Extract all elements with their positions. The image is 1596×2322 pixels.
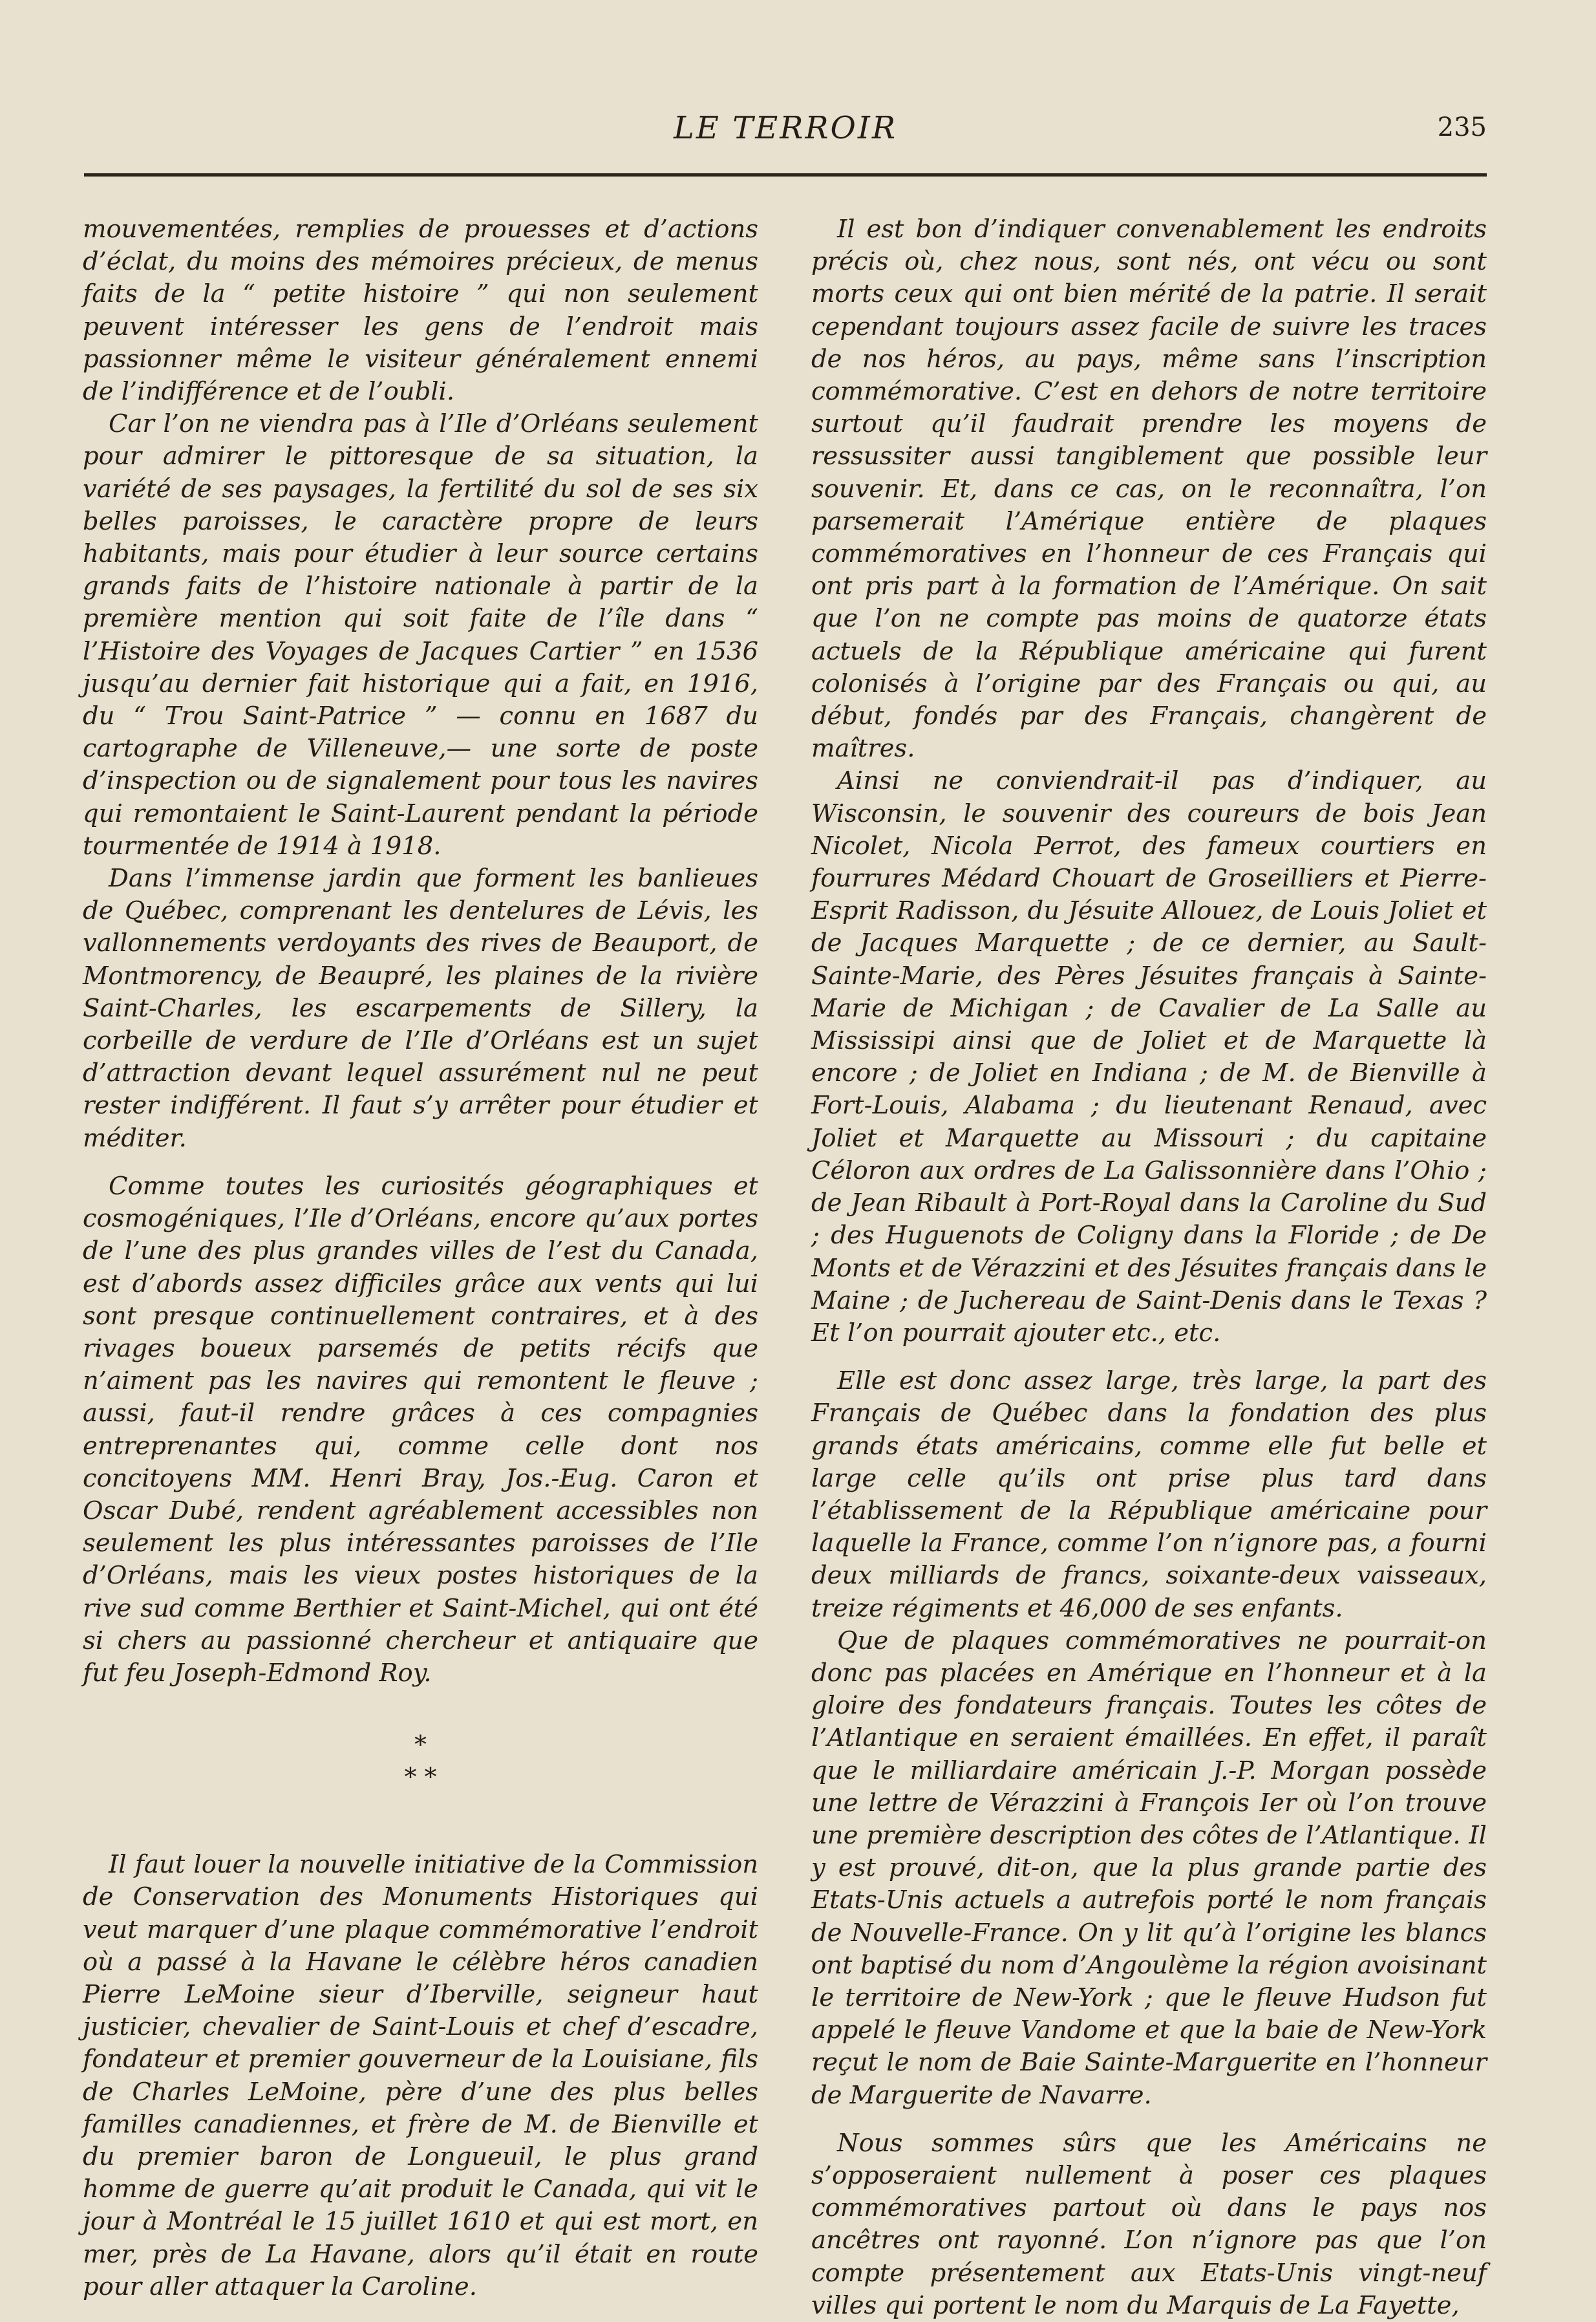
paragraph: Car l’on ne viendra pas à l’Ile d’Orléans seulement pour admirer le pittoresque de sa situation, la variété de ses paysages, la fertilité du sol de ses six belles paroisses, le caractère propre de leurs habitants, mais pour étudier à leur source certains grands faits de l’histoire nationale à partir de la première mention qui soit faite de l’île dans “ l’Histoire des Voyages de Jacques Cartier ” en 1536 jusqu’au dernier fait historique qui a fait, en 1916, du “ Trou Saint-Patrice ” — connu en 1687 du cartographe de Villeneuve,— une sorte de poste d’inspection ou de signalement pour tous les navires qui remontaient le Saint-Laurent pendant la période tourmentée de 1914 à 1918. (83, 409, 758, 861)
paragraph: Ainsi ne conviendrait-il pas d’indiquer, au Wisconsin, le souvenir des coureurs de bois Jean Nicolet, Nicola Perrot, des fameux courtiers en fourrures Médard Chouart de Groseilliers et Pierre-Esprit Radisson, du Jésuite Allouez, de Louis Joliet et de Jacques Marquette ; de ce dernier, au Sault-Sainte-Marie, des Pères Jésuites français à Sainte-Marie de Michigan ; de Cavalier de La Salle au Mississipi ainsi que de Joliet et de Marquette là encore ; de Joliet en Indiana ; de M. de Bienville à Fort-Louis, Alabama ; du lieutenant Renaud, avec Joliet et Marquette au Missouri ; du capitaine Céloron aux ordres de La Galissonnière dans l’Ohio ; de Jean Ribault à Port-Royal dans la Caroline du Sud ; des Huguenots de Coligny dans la Floride ; de De Monts et de Vérazzini et des Jésuites français dans le Maine ; de Juchereau de Saint-Denis dans le Texas ? Et l’on pourrait ajouter etc., etc. (811, 766, 1487, 1348)
running-header (84, 110, 1487, 162)
paragraph: Elle est donc assez large, très large, la part des Français de Québec dans la fondation des plus grands états américains, comme elle fut belle et large celle qu’ils ont prise plus tard dans l’établissement de la République américaine pour laquelle la France, comme l’on n’ignore pas, a fourni deux milliards de francs, soixante-deux vaisseaux, treize régiments et 46,000 de ses enfants. (811, 1366, 1487, 1623)
paragraph: Que de plaques commémoratives ne pourrait-on donc pas placées en Amérique en l’honneur et à la gloire des fondateurs français. Toutes les côtes de l’Atlantique en seraient émaillées. En effet, il paraît que le milliardaire américain J.-P. Morgan possède une lettre de Vérazzini à François Ier où l’on trouve une première description des côtes de l’Atlantique. Il y est prouvé, dit-on, que la plus grande partie des Etats-Unis actuels a autrefois porté le nom français de Nouvelle-France. On y lit qu’à l’origine les blancs ont baptisé du nom d’Angoulème la région avoisinant le territoire de New-York ; que le fleuve Hudson fut appelé le fleuve Vandome et que la baie de New-York reçut le nom de Baie Sainte-Marguerite en l’honneur de Marguerite de Navarre. (811, 1626, 1487, 2110)
section-separator (83, 1728, 758, 1793)
paragraph: Comme toutes les curiosités géographiques et cosmogéniques, l’Ile d’Orléans, encore qu’aux portes de l’une des plus grandes villes de l’est du Canada, est d’abords assez difficiles grâce aux vents qui lui sont presque continuellement contraires, et à des rivages boueux parsemés de petits récifs que n’aiment pas les navires qui remontent le fleuve ; aussi, faut-il rendre grâces à ces compagnies entreprenantes qui, comme celle dont nos concitoyens MM. Henri Bray, Jos.-Eug. Caron et Oscar Dubé, rendent agréablement accessibles non seulement les plus intéressantes paroisses de l’Ile d’Orléans, mais les vieux postes historiques de la rive sud comme Berthier et Saint-Michel, qui ont été si chers au passionné chercheur et antiquaire que fut feu Joseph-Edmond Roy. (83, 1171, 758, 1688)
paragraph: Nous sommes sûrs que les Américains ne s’opposeraient nullement à poser ces plaques commémoratives partout où dans le pays nos ancêtres ont rayonné. L’on n’ignore pas que l’on compte présentement aux Etats-Unis vingt-neuf villes qui portent le nom du Marquis de La Fayette, (811, 2128, 1487, 2320)
paragraph: mouvementées, remplies de prouesses et d’actions d’éclat, du moins des mémoires précieux, de menus faits de la “ petite histoire ” qui non seulement peuvent intéresser les gens de l’endroit mais passionner même le visiteur généralement ennemi de l’indifférence et de l’oubli. (83, 215, 758, 407)
header-rule (84, 173, 1487, 177)
running-title: LE TERROIR (674, 110, 897, 146)
right-column (811, 213, 1487, 2322)
paragraph: Il faut louer la nouvelle initiative de la Commission de Conservation des Monuments Historiques qui veut marquer d’une plaque commémorative l’endroit où a passé à la Havane le célèbre héros canadien Pierre LeMoine sieur d’Iberville, seigneur haut justicier, chevalier de Saint-Louis et chef d’escadre, fondateur et premier gouverneur de la Louisiane, fils de Charles LeMoine, père d’une des plus belles familles canadiennes, et frère de M. de Bienville et du premier baron de Longueuil, le plus grand homme de guerre qu’ait produit le Canada, qui vit le jour à Montréal le 15 juillet 1610 et qui est mort, en mer, près de La Havane, alors qu’il était en route pour aller attaquer la Caroline. (83, 1850, 758, 2301)
separator-stars-bottom: * * (404, 1763, 437, 1792)
left-column (83, 213, 758, 2303)
paragraph: Il est bon d’indiquer convenablement les endroits précis où, chez nous, sont nés, ont vécu ou sont morts ceux qui ont bien mérité de la patrie. Il serait cependant toujours assez facile de suivre les traces de nos héros, au pays, même sans l’inscription commémorative. C’est en dehors de notre territoire surtout qu’il faudrait prendre les moyens de ressussiter aussi tangiblement que possible leur souvenir. Et, dans ce cas, on le reconnaîtra, l’on parsemerait l’Amérique entière de plaques commémoratives en l’honneur de ces Français qui ont pris part à la formation de l’Amérique. On sait que l’on ne compte pas moins de quatorze états actuels de la République américaine qui furent colonisés à l’origine par des Français ou qui, au début, fondés par des Français, changèrent de maîtres. (811, 215, 1487, 764)
separator-star-top: * (414, 1730, 427, 1759)
page-number: 235 (1437, 113, 1487, 142)
paragraph: Dans l’immense jardin que forment les banlieues de Québec, comprenant les dentelures de Lévis, les vallonnements verdoyants des rives de Beauport, de Montmorency, de Beaupré, les plaines de la rivière Saint-Charles, les escarpements de Sillery, la corbeille de verdure de l’Ile d’Orléans est un sujet d’attraction devant lequel assurément nul ne peut rester indifférent. Il faut s’y arrêter pour étudier et méditer. (83, 864, 758, 1153)
